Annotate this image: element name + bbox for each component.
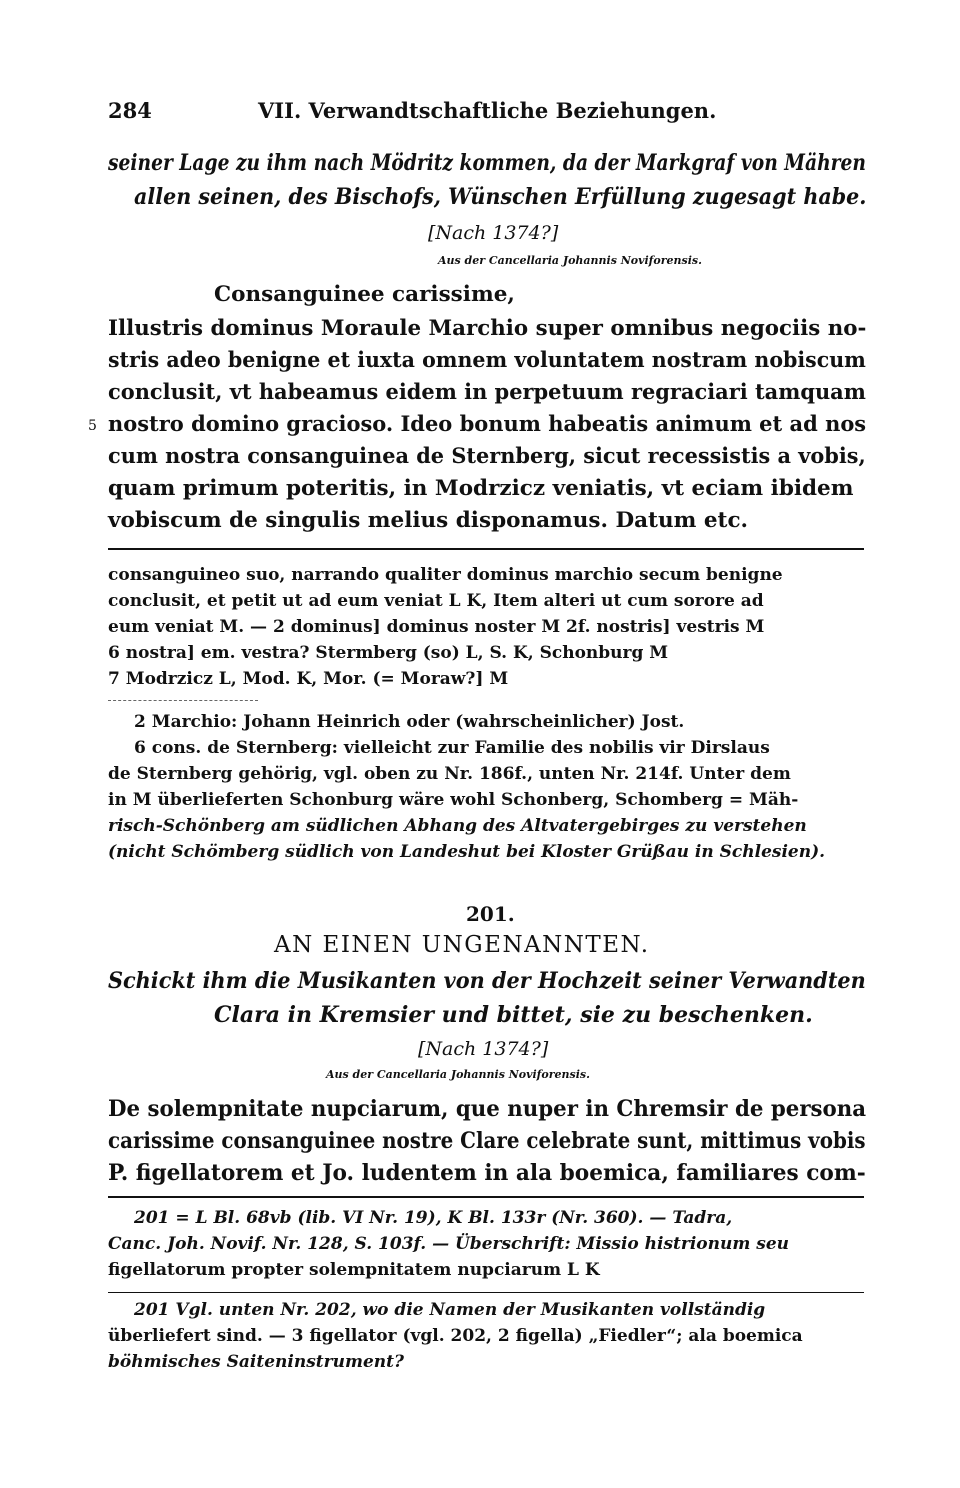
prev-note-line-3: de Sternberg gehörig, vgl. oben zu Nr. 186f., unten Nr. 214f. Unter dem bbox=[108, 764, 791, 784]
prev-note-line-5: risch-Schönberg am südlichen Abhang des Altvatergebirges zu verstehen bbox=[108, 816, 807, 836]
letter-apparatus-rule bbox=[108, 1196, 864, 1198]
prev-note-line-4: in M überlieferten Schonburg wäre wohl Schonberg, Schomberg = Mäh- bbox=[108, 790, 799, 810]
prev-source: Aus der Cancellaria Johannis Noviforensis. bbox=[438, 254, 702, 267]
prev-text-line-3: conclusit, vt habeamus eidem in perpetuum regraciari tamquam bbox=[108, 380, 866, 405]
summary-line-1: Schickt ihm die Musikanten von der Hochzeit seiner Verwandten bbox=[108, 968, 866, 994]
running-head: VII. Verwandtschaftliche Beziehungen. bbox=[258, 98, 717, 123]
prev-note-line-1: 2 Marchio: Johann Heinrich oder (wahrscheinlicher) Jost. bbox=[134, 712, 685, 732]
prev-text-line-4: nostro domino gracioso. Ideo bonum habeatis animum et ad nos bbox=[108, 412, 867, 437]
prev-text-line-6: quam primum poteritis, in Modrzicz veniatis, vt eciam ibidem bbox=[108, 476, 854, 501]
prev-apparatus-line-2: conclusit, et petit ut ad eum veniat L K, Item alteri ut cum sorore ad bbox=[108, 591, 764, 611]
letter-note-line-2: überliefert sind. — 3 figellator (vgl. 202, 2 figella) „Fiedler“; ala boemica bbox=[108, 1326, 803, 1346]
summary-line-2: Clara in Kremsier und bittet, sie zu beschenken. bbox=[214, 1002, 813, 1028]
letter-source: Aus der Cancellaria Johannis Noviforensis. bbox=[326, 1068, 590, 1081]
letter-notes-rule bbox=[108, 1292, 864, 1293]
prev-intro-line-1: seiner Lage zu ihm nach Mödritz kommen, da der Markgraf von Mähren bbox=[108, 150, 866, 176]
letter-apparatus-line-1: 201 = L Bl. 68vb (lib. VI Nr. 19), K Bl. 133r (Nr. 360). — Tadra, bbox=[134, 1208, 733, 1228]
letter-text-line-3: P. figellatorem et Jo. ludentem in ala boemica, familiares com- bbox=[108, 1160, 866, 1186]
prev-text-line-2: stris adeo benigne et iuxta omnem voluntatem nostram nobiscum bbox=[108, 348, 866, 373]
salutation: Consanguinee carissime, bbox=[214, 282, 515, 307]
prev-intro-line-2: allen seinen, des Bischofs, Wünschen Erfüllung zugesagt habe. bbox=[134, 184, 867, 210]
prev-apparatus-line-5: 7 Modrzicz L, Mod. K, Mor. (= Moraw?] M bbox=[108, 669, 509, 689]
apparatus-rule bbox=[108, 548, 864, 550]
page-number: 284 bbox=[108, 98, 152, 123]
prev-text-line-1: Illustris dominus Moraule Marchio super omnibus negociis no- bbox=[108, 316, 867, 341]
prev-note-line-6: (nicht Schömberg südlich von Landeshut bei Kloster Grüßau in Schlesien). bbox=[108, 842, 826, 862]
letter-apparatus-line-2: Canc. Joh. Novif. Nr. 128, S. 103f. — Überschrift: Missio histrionum seu bbox=[108, 1234, 790, 1254]
prev-note-line-2: 6 cons. de Sternberg: vielleicht zur Familie des nobilis vir Dirslaus bbox=[134, 738, 770, 758]
line-marker: 5 bbox=[88, 418, 97, 434]
notes-rule bbox=[108, 700, 258, 701]
prev-text-line-5: cum nostra consanguinea de Sternberg, sicut recessistis a vobis, bbox=[108, 444, 866, 469]
prev-apparatus-line-3: eum veniat M. — 2 dominus] dominus noster M 2f. nostris] vestris M bbox=[108, 617, 765, 637]
letter-text-line-2: carissime consanguinee nostre Clare celebrate sunt, mittimus vobis bbox=[108, 1128, 866, 1154]
letter-apparatus-line-3: figellatorum propter solempnitatem nupciarum L K bbox=[108, 1260, 600, 1280]
letter-title: AN EINEN UNGENANNTEN. bbox=[274, 932, 650, 958]
prev-text-line-7: vobiscum de singulis melius disponamus. Datum etc. bbox=[108, 508, 749, 533]
letter-date: [Nach 1374?] bbox=[418, 1038, 549, 1060]
letter-text-line-1: De solempnitate nupciarum, que nuper in Chremsir de persona bbox=[108, 1096, 867, 1122]
letter-note-line-3: böhmisches Saiteninstrument? bbox=[108, 1352, 404, 1372]
prev-apparatus-line-4: 6 nostra] em. vestra? Stermberg (so) L, S. K, Schonburg M bbox=[108, 643, 669, 663]
letter-number: 201. bbox=[466, 902, 515, 926]
letter-note-line-1: 201 Vgl. unten Nr. 202, wo die Namen der Musikanten vollständig bbox=[134, 1300, 766, 1320]
prev-apparatus-line-1: consanguineo suo, narrando qualiter dominus marchio secum benigne bbox=[108, 565, 783, 585]
prev-date: [Nach 1374?] bbox=[428, 222, 559, 244]
